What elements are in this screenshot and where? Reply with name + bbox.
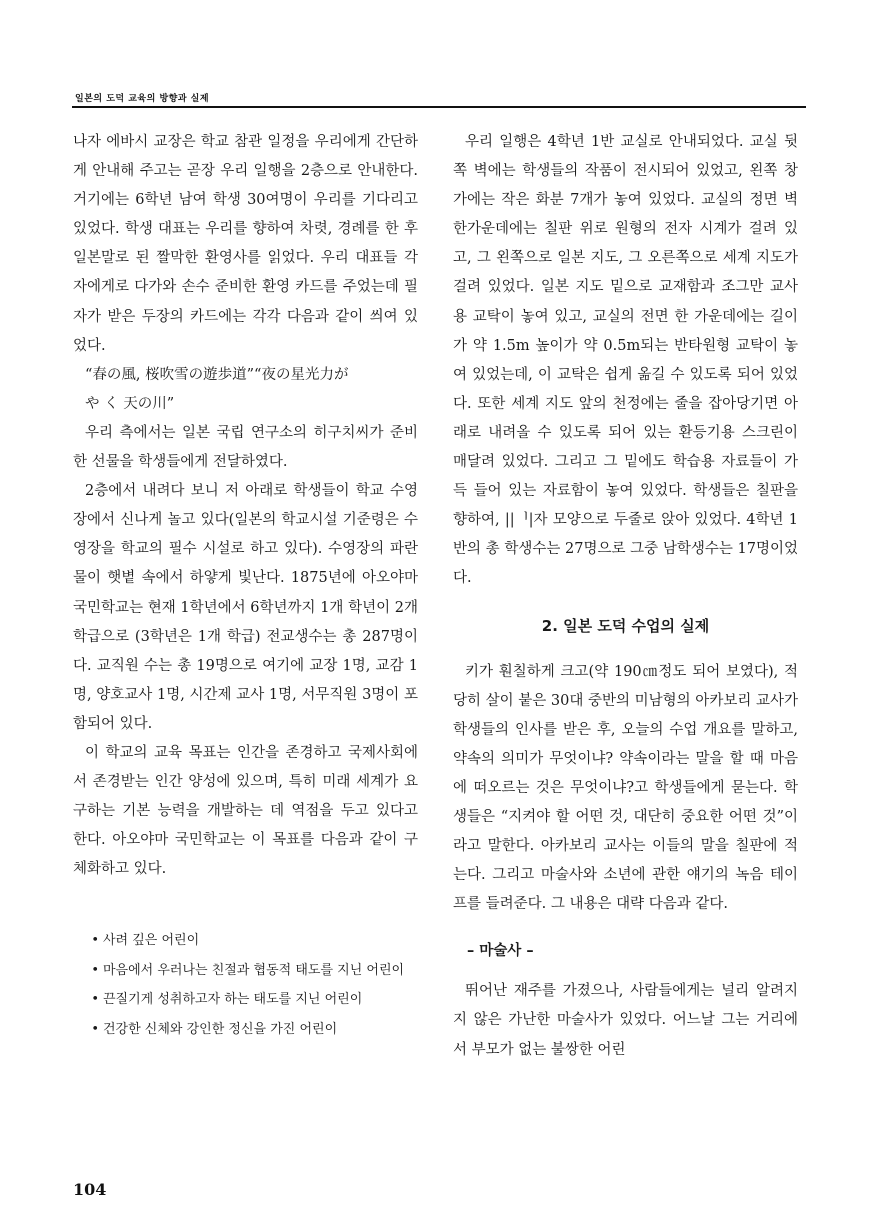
quote-line: や く 天の川”	[85, 395, 175, 412]
list-item-text: 끈질기게 성취하고자 하는 태도를 지닌 어린이	[103, 992, 363, 1008]
story-title: – 마술사 –	[467, 943, 534, 960]
list-item	[73, 1015, 418, 1045]
paragraph: 이 학교의 교육 목표는 인간을 존경하고 국제사회에서 존경받는 인간 양성에 있으며, 특히 미래 세계가 요구하는 기본 능력을 개발하는 데 역점을 두고 있다고 한다. 아오야마 국민학교는 이 목표를 다음과 같이 구체화하고 있다.	[73, 744, 418, 878]
bullet-dot: •	[91, 992, 99, 1008]
right-column-body-2	[453, 658, 798, 920]
page-number: 104	[73, 1180, 107, 1199]
list-item-text: 건강한 신체와 강인한 정신을 가진 어린이	[103, 1021, 338, 1037]
list-item	[73, 985, 418, 1015]
left-column-body	[73, 128, 418, 884]
bullet-dot: •	[91, 1021, 99, 1037]
list-item-text: 사려 깊은 어린이	[103, 933, 200, 949]
quote-line: “春の風, 桜吹雪の遊歩道”“夜の星光力が	[85, 366, 349, 383]
paragraph: 나자 에바시 교장은 학교 참관 일정을 우리에게 간단하게 안내해 주고는 곧장 우리 일행을 2층으로 안내한다. 거기에는 6학년 남여 학생 30여명이 우리를 기다리고 있었다. 학생 대표는 우리를 향하여 차렷, 경례를 한 후 일본말로 된 짤막한 환영사를 읽었다. 우리 대표들 각자에게로 다가와 손수 준비한 환영 카드를 주었는데 필자가 받은 두장의 카드에는 각각 다음과 같이 씌여 있었다.	[73, 134, 418, 354]
left-column	[73, 128, 418, 1044]
paragraph: 우리 일행은 4학년 1반 교실로 안내되었다. 교실 뒷쪽 벽에는 학생들의 작품이 전시되어 있었고, 왼쪽 창가에는 작은 화분 7개가 놓여 있었다. 교실의 정면 벽 한가운데에는 칠판 위로 원형의 전자 시계가 걸려 있고, 그 왼쪽으로 일본 지도, 그 오른쪽으로 세계 지도가 걸려 있었다. 일본 지도 밑으로 교재함과 조그만 교사용 교탁이 놓여 있고, 교실의 전면 한 가운데에는 길이가 약 1.5m 높이가 약 0.5m되는 반타원형 교탁이 놓여 있었는데, 이 교탁은 쉽게 옮길 수 있도록 되어 있었다. 또한 세계 지도 앞의 천정에는 줄을 잡아당기면 아래로 내려올 수 있도록 되어 있는 환등기용 스크린이 매달려 있었다. 그리고 그 밑에도 학습용 자료들이 가득 들어 있는 자료함이 놓여 있었다. 학생들은 칠판을 향하여, ||ᅵ|자 모양으로 두줄로 앉아 있었다. 4학년 1반의 총 학생수는 27명으로 그중 남학생수는 17명이었다.	[453, 134, 798, 587]
paragraph: 키가 훤칠하게 크고(약 190㎝정도 되어 보였다), 적당히 살이 붙은 30대 중반의 미남형의 아카보리 교사가 학생들의 인사를 받은 후, 오늘의 수업 개요를 말하고, 약속의 의미가 무엇이냐? 약속이라는 말을 할 때 마음에 떠오르는 것은 무엇이냐?고 학생들에게 묻는다. 학생들은 “지켜야 할 어떤 것, 대단히 중요한 어떤 것”이라고 말한다. 아카보리 교사는 이들의 말을 칠판에 적는다. 그리고 마술사와 소년에 관한 얘기의 녹음 테이프를 들려준다. 그 내용은 대략 다음과 같다.	[453, 663, 798, 913]
right-column-body-3	[453, 977, 798, 1064]
paragraph: 우리 측에서는 일본 국립 연구소의 히구치씨가 준비한 선물을 학생들에게 전달하였다.	[73, 424, 418, 471]
list-item-text: 마음에서 우러나는 친절과 협동적 태도를 지닌 어린이	[103, 962, 405, 978]
list-item	[73, 956, 418, 986]
running-header-title: 일본의 도덕 교육의 방향과 실제	[75, 94, 210, 104]
header-rule	[72, 106, 806, 108]
section-heading: 2. 일본 도덕 수업의 실제	[541, 616, 710, 635]
right-column	[453, 128, 798, 1065]
paragraph: 2층에서 내려다 보니 저 아래로 학생들이 학교 수영장에서 신나게 놀고 있다(일본의 학교시설 기준령은 수영장을 학교의 필수 시설로 하고 있다). 수영장의 파란물이 햇볕 속에서 하얗게 빛난다. 1875년에 아오야마 국민학교는 현재 1학년에서 6학년까지 1개 학년이 2개 학급으로 (3학년은 1개 학급) 전교생수는 총 287명이다. 교직원 수는 총 19명으로 여기에 교장 1명, 교감 1명, 양호교사 1명, 시간제 교사 1명, 서무직원 3명이 포함되어 있다.	[73, 483, 418, 732]
bullet-dot: •	[91, 933, 99, 949]
goal-bullet-list	[73, 926, 418, 1044]
paragraph: 뛰어난 재주를 가졌으나, 사람들에게는 널리 알려지지 않은 가난한 마술사가 있었다. 어느날 그는 거리에서 부모가 없는 불쌍한 어린	[453, 983, 798, 1058]
right-column-body	[453, 128, 798, 594]
list-item	[73, 926, 418, 956]
bullet-dot: •	[91, 962, 99, 978]
